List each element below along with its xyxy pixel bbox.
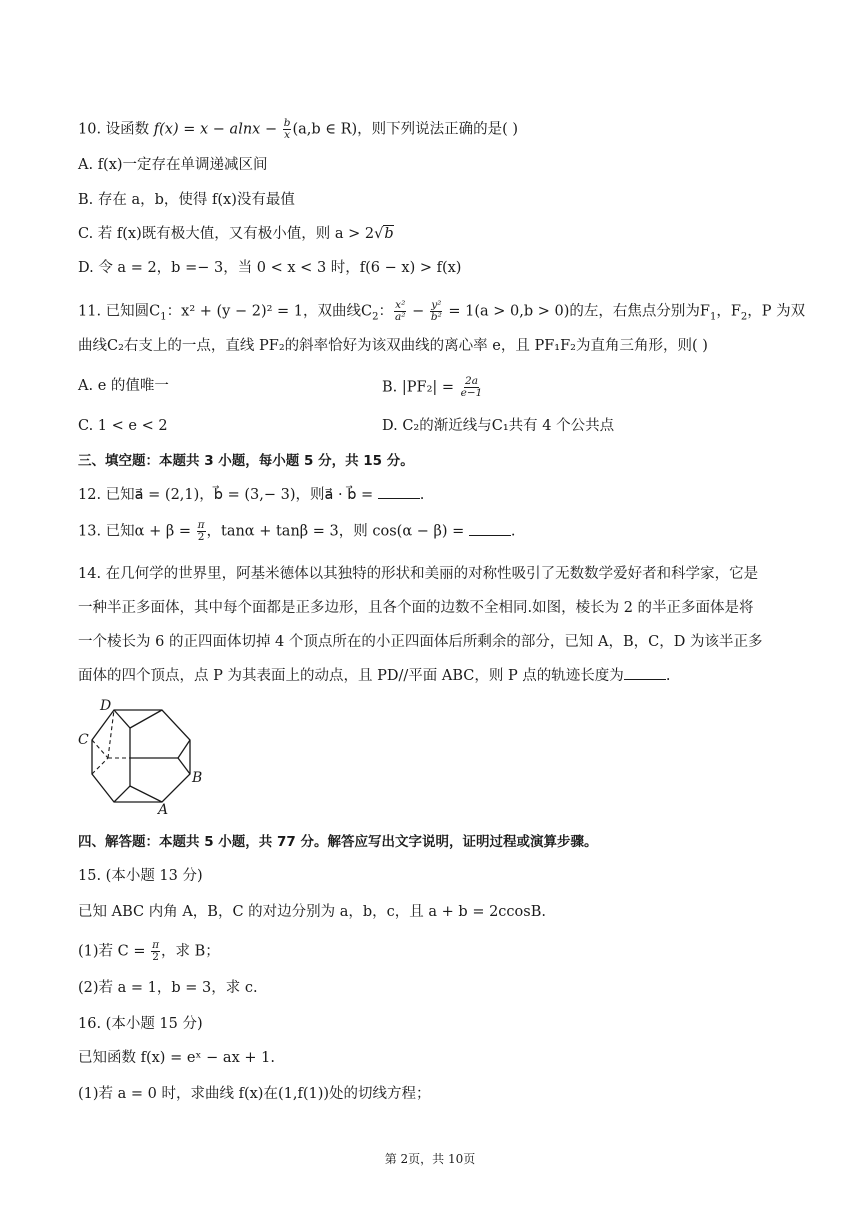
edge-top-mid	[130, 710, 162, 728]
q11-option-b-text: B. |PF₂| =	[382, 379, 459, 396]
q11-optb-den: e−1	[460, 387, 483, 399]
q10-option-c	[78, 224, 394, 244]
q11-minus: −	[407, 303, 429, 320]
q10-head: 10. 设函数	[78, 121, 154, 138]
polyhedron-figure	[78, 698, 218, 818]
q11-sub2: 2	[372, 311, 379, 323]
q14-line3: 一个棱长为 6 的正四面体切掉 4 个顶点所在的小正四面体后所剩余的部分，已知 A，B，C，D 为该半正多	[78, 634, 763, 650]
q11-option-d: D. C₂的渐近线与C₁共有 4 个公共点	[382, 418, 615, 434]
q11-l1c: ：	[378, 303, 393, 320]
vertex-label-c: C	[78, 732, 89, 748]
q13-den: 2	[197, 531, 205, 543]
page-footer: 第 2页，共 10页	[384, 1152, 476, 1166]
edge-right-b	[178, 758, 190, 774]
q11-option-b	[382, 376, 484, 399]
q15-head: 15. (本小题 13 分)	[78, 868, 203, 884]
q13-pre: 13. 已知α + β =	[78, 523, 196, 540]
q10-option-d: D. 令 a = 2，b =− 3，当 0 < x < 3 时，f(6 − x) > f(x)	[78, 260, 462, 276]
q11-option-b-frac	[460, 376, 484, 399]
hidden-edge-3	[92, 758, 108, 774]
q11-option-a: A. e 的值唯一	[78, 378, 169, 394]
q11-l1d: = 1(a > 0,b > 0)的左，右焦点分别为F	[443, 303, 710, 320]
q11-l1h: ，P 为双	[747, 303, 806, 320]
q11-frac2-den: b²	[430, 311, 442, 323]
q14-line1: 14. 在几何学的世界里，阿基米德体以其独特的形状和美丽的对称性吸引了无数数学爱好者和科学家，它是	[78, 566, 759, 582]
edge-right-up	[178, 740, 190, 758]
section-4-heading: 四、解答题：本题共 5 小题，共 77 分。解答应写出文字说明，证明过程或演算步骤。	[78, 834, 598, 850]
q13-answer-blank[interactable]	[469, 523, 511, 536]
q16-part1: (1)若 a = 0 时，求曲线 f(x)在(1,f(1))处的切线方程；	[78, 1086, 431, 1102]
q11-optb-num: 2a	[465, 375, 478, 387]
q12-text: 12. 已知a⃗ = (2,1)，b⃗ = (3,− 3)，则a⃗ · b⃗ =	[78, 487, 378, 503]
q15-stem: 已知 ABC 内角 A，B，C 的对边分别为 a，b，c，且 a + b = 2ccosB.	[78, 904, 546, 920]
q15-p1-num: π	[152, 939, 160, 951]
q11-frac2	[430, 300, 443, 323]
q11-frac1	[394, 300, 406, 323]
q11-sub4: 2	[740, 311, 748, 323]
q10-fraction	[283, 118, 292, 141]
q10-frac-num: b	[283, 117, 291, 129]
q10-function: f(x) = x − alnx −	[153, 121, 282, 138]
sqrt-sign: √	[374, 226, 384, 242]
q10-frac-den: x	[284, 129, 291, 141]
q11-stem-line1	[78, 300, 805, 323]
vertex-label-b: B	[192, 770, 203, 786]
hidden-edge-1	[92, 740, 108, 758]
vertex-label-d: D	[100, 698, 112, 714]
q13	[78, 520, 516, 543]
q12-answer-blank[interactable]	[378, 486, 420, 499]
q13-mid: ，tanα + tanβ = 3，则 cos(α − β) =	[206, 523, 469, 540]
q15-p1-frac	[151, 940, 160, 963]
q15-part1	[78, 940, 220, 963]
q11-frac1-den: a²	[394, 311, 406, 323]
q13-num: π	[197, 519, 205, 531]
edge-a	[130, 786, 162, 802]
edge-d-mid	[114, 710, 130, 728]
q11-option-c: C. 1 < e < 2	[78, 418, 168, 434]
q11-frac2-num: y²	[431, 299, 442, 311]
q10-option-b: B. 存在 a，b，使得 f(x)没有最值	[78, 192, 295, 208]
q11-stem-line2: 曲线C₂右支上的一点，直线 PF₂的斜率恰好为该双曲线的离心率 e，且 PF₁F₂为直角三角形，则( )	[78, 338, 708, 354]
q14-l4-text: 面体的四个顶点，点 P 为其表面上的动点，且 PD//平面 ABC，则 P 点的轨迹长度为	[78, 668, 624, 684]
q13-period: .	[510, 523, 516, 540]
q12	[78, 485, 424, 505]
q10-tail: (a,b ∈ R)，则下列说法正确的是( )	[292, 121, 519, 138]
q11-l1b: ：x² + (y − 2)² = 1，双曲线C	[166, 303, 373, 320]
q11-sub3: 1	[709, 311, 717, 323]
q12-period: .	[419, 487, 425, 503]
q14-period: .	[665, 668, 671, 684]
q14-answer-blank[interactable]	[624, 667, 666, 680]
q15-p1-den: 2	[152, 951, 159, 963]
q16-head: 16. (本小题 15 分)	[78, 1016, 203, 1032]
section-3-heading: 三、填空题：本题共 3 小题，每小题 5 分，共 15 分。	[78, 453, 414, 469]
q10-option-c-radicand: b	[384, 226, 394, 242]
q11-sub1: 1	[160, 311, 167, 323]
q14-line4	[78, 666, 670, 686]
q13-frac	[197, 520, 206, 543]
q14-line2: 一种半正多面体，其中每个面都是正多边形，且各个面的边数不全相同.如图，棱长为 2 的半正多面体是将	[78, 600, 754, 616]
edge-a2	[114, 786, 130, 802]
q10-stem	[78, 118, 518, 141]
q16-stem: 已知函数 f(x) = eˣ − ax + 1.	[78, 1050, 275, 1066]
q15-p1-pre: (1)若 C =	[78, 943, 151, 960]
q11-l1a: 11. 已知圆C	[78, 303, 161, 320]
q11-l1f: ，F	[716, 303, 741, 320]
q15-p1-post: ，求 B；	[161, 943, 220, 960]
q15-part2: (2)若 a = 1，b = 3，求 c.	[78, 980, 258, 996]
q10-option-a: A. f(x)一定存在单调递减区间	[78, 157, 268, 173]
q11-frac1-num: x²	[395, 299, 406, 311]
vertex-label-a: A	[158, 802, 169, 818]
q10-option-c-text: C. 若 f(x)既有极大值，又有极小值，则 a > 2	[78, 226, 375, 242]
